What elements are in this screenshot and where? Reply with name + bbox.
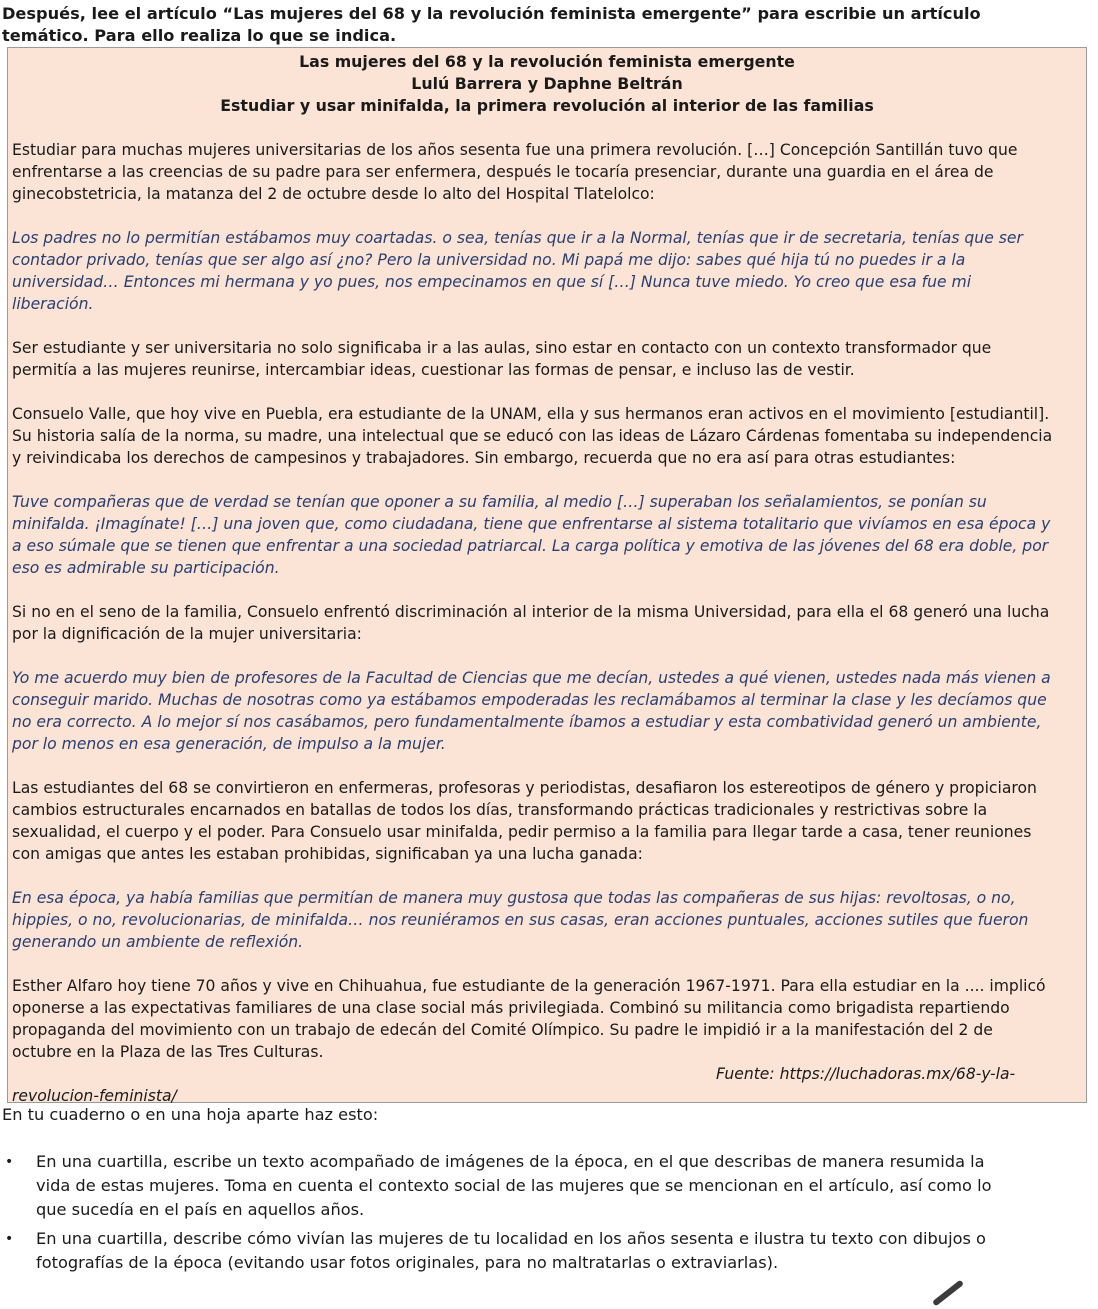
- quote-line: no era correcto. A lo mejor sí nos casábamos, pero fundamentalmente íbamos a estudiar y esta combatividad generó un ambiente,: [12, 713, 1042, 731]
- quote-line: Los padres no lo permitían estábamos muy coartadas. o sea, tenías que ir a la Normal, tenías que ir de secretaria, tenías que ser: [12, 229, 1023, 247]
- instructions-lead: En tu cuaderno o en una hoja aparte haz esto:: [2, 1105, 379, 1124]
- quote-line: por lo menos en esa generación, de impulso a la mujer.: [12, 735, 446, 753]
- quote-line: a eso súmale que se tienen que enfrentar a una sociedad patriarcal. La carga política y emotiva de las jóvenes del 68 era doble, por: [12, 537, 1049, 555]
- paragraph-line: oponerse a las expectativas familiares de una clase social más privilegiada. Combinó su militancia como brigadista repartiendo: [12, 999, 1010, 1017]
- paragraph-line: enfrentarse a las creencias de su padre para ser enfermera, después le tocaría presenciar, durante una guardia en el área de: [12, 163, 994, 181]
- paragraph-line: Consuelo Valle, que hoy vive en Puebla, era estudiante de la UNAM, ella y sus hermanos eran activos en el movimiento [estudiantil].: [12, 405, 1050, 423]
- paragraph-line: Esther Alfaro hoy tiene 70 años y vive en Chihuahua, fue estudiante de la generación 1967-1971. Para ella estudiar en la .... implicó: [12, 977, 1046, 995]
- pen-stroke-icon: [932, 1280, 964, 1307]
- article-authors: Lulú Barrera y Daphne Beltrán: [411, 74, 683, 93]
- instruction-text: [36, 1150, 1096, 1222]
- quote-line: hippies, o no, revolucionarias, de minifalda… nos reuniéramos en sus casas, eran acciones puntuales, acciones sutiles que fueron: [12, 911, 1029, 929]
- paragraph-line: permitía a las mujeres reunirse, intercambiar ideas, cuestionar las formas de pensar, e incluso las de vestir.: [12, 361, 855, 379]
- bullet-icon: •: [5, 1231, 14, 1247]
- article-box: [7, 47, 1087, 1103]
- paragraph-line: y reivindicaba los derechos de campesinos y trabajadores. Sin embargo, recuerda que no era así para otras estudiantes:: [12, 449, 956, 467]
- source-citation: Fuente: https://luchadoras.mx/68-y-la-: [716, 1065, 1016, 1083]
- quote-line: minifalda. ¡Imagínate! […] una joven que, como ciudadana, tiene que enfrentarse al sistema totalitario que vivíamos en esa época y: [12, 515, 1051, 533]
- instruction-line: En una cuartilla, escribe un texto acompañado de imágenes de la época, en el que describas de manera resumida la: [36, 1152, 985, 1171]
- quote-line: En esa época, ya había familias que permitían de manera muy gustosa que todas las compañeras de sus hijas: revoltosas, o no,: [12, 889, 1016, 907]
- paragraph-line: cambios estructurales encarnados en batallas de todos los días, transformando prácticas tradicionales y restrictivas sobre la: [12, 801, 988, 819]
- intro-line: temático. Para ello realiza lo que se indica.: [2, 26, 397, 45]
- intro-instruction: [2, 3, 1094, 47]
- quote-line: universidad… Entonces mi hermana y yo pues, nos empecinamos en que sí […] Nunca tuve miedo. Yo creo que esa fue mi: [12, 273, 972, 291]
- instruction-line: fotografías de la época (evitando usar fotos originales, para no maltratarlas o extraviarlas).: [36, 1253, 779, 1272]
- quote-line: eso es admirable su participación.: [12, 559, 280, 577]
- instruction-line: que sucedía en el país en aquellos años.: [36, 1200, 365, 1219]
- paragraph-line: Estudiar para muchas mujeres universitarias de los años sesenta fue una primera revolución. […] Concepción Santillán tuvo que: [12, 141, 1018, 159]
- bullet-icon: •: [5, 1154, 14, 1170]
- article-subtitle: Estudiar y usar minifalda, la primera revolución al interior de las familias: [220, 96, 874, 115]
- paragraph-line: Las estudiantes del 68 se convirtieron en enfermeras, profesoras y periodistas, desafiaron los estereotipos de género y propiciaron: [12, 779, 1037, 797]
- paragraph-line: sexualidad, el cuerpo y el poder. Para Consuelo usar minifalda, pedir permiso a la familia para llegar tarde a casa, tener reuniones: [12, 823, 1032, 841]
- paragraph-line: Si no en el seno de la familia, Consuelo enfrentó discriminación al interior de la misma Universidad, para ella el 68 generó una lucha: [12, 603, 1050, 621]
- quote-line: contador privado, tenías que ser algo así ¿no? Pero la universidad no. Mi papá me dijo: sabes qué hija tú no puedes ir a la: [12, 251, 966, 269]
- quote-line: conseguir marido. Muchas de nosotras como ya estábamos empoderadas les reclamábamos al terminar la clase y les decíamos que: [12, 691, 1047, 709]
- intro-line: Después, lee el artículo “Las mujeres del 68 y la revolución feminista emergente” para escribie un artículo: [2, 4, 981, 23]
- quote-line: Tuve compañeras que de verdad se tenían que oponer a su familia, al medio […] superaban los señalamientos, se ponían su: [12, 493, 987, 511]
- paragraph-line: por la dignificación de la mujer universitaria:: [12, 625, 362, 643]
- instruction-line: En una cuartilla, describe cómo vivían las mujeres de tu localidad en los años sesenta e ilustra tu texto con dibujos o: [36, 1229, 986, 1248]
- paragraph-line: con amigas que antes les estaban prohibidas, significaban ya una lucha ganada:: [12, 845, 643, 863]
- source-citation-continued: revolucion-feminista/: [12, 1087, 177, 1105]
- paragraph-line: octubre en la Plaza de las Tres Culturas.: [12, 1043, 324, 1061]
- paragraph-line: Ser estudiante y ser universitaria no solo significaba ir a las aulas, sino estar en contacto con un contexto transformador que: [12, 339, 992, 357]
- paragraph-line: ginecobstetricia, la matanza del 2 de octubre desde lo alto del Hospital Tlatelolco:: [12, 185, 655, 203]
- quote-line: Yo me acuerdo muy bien de profesores de la Facultad de Ciencias que me decían, ustedes a qué vienen, ustedes nada más vienen a: [12, 669, 1051, 687]
- paragraph-line: Su historia salía de la norma, su madre, una intelectual que se educó con las ideas de Lázaro Cárdenas fomentaba su independencia: [12, 427, 1053, 445]
- paragraph-line: propaganda del movimiento con un trabajo de edecán del Comité Olímpico. Su padre le impidió ir a la manifestación del 2 de: [12, 1021, 993, 1039]
- article-title: Las mujeres del 68 y la revolución feminista emergente: [299, 52, 795, 71]
- quote-line: generando un ambiente de reflexión.: [12, 933, 304, 951]
- quote-line: liberación.: [12, 295, 94, 313]
- instruction-text: [36, 1227, 1096, 1275]
- instruction-line: vida de estas mujeres. Toma en cuenta el contexto social de las mujeres que se mencionan en el artículo, así como lo: [36, 1176, 992, 1195]
